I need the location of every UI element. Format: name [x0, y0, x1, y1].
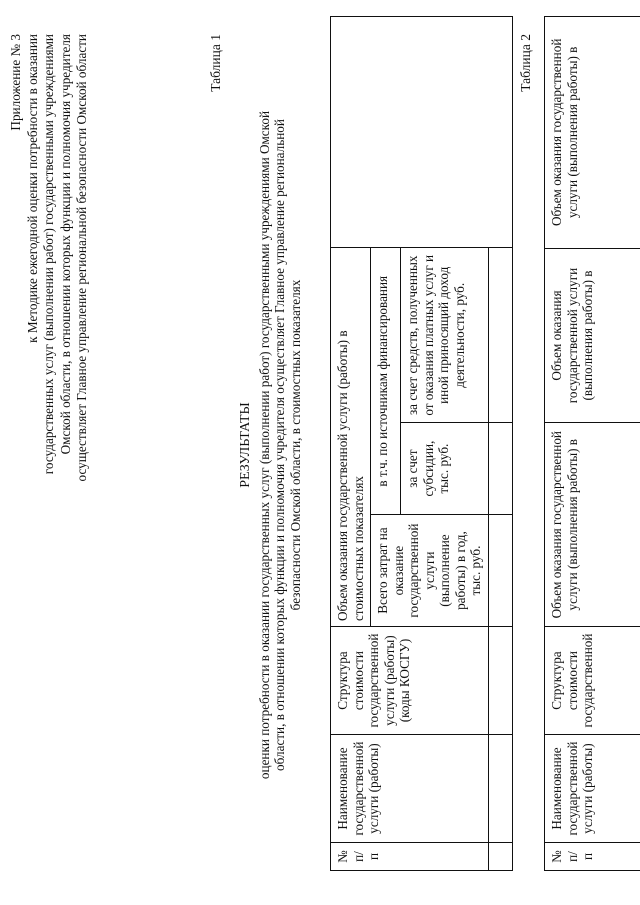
table-cell	[488, 248, 512, 423]
appendix-line: осуществляет Главное управление региональной безопасности Омской области	[74, 34, 89, 482]
col-header-funding-sources: в т.ч. по источникам финансирования	[371, 248, 401, 515]
appendix-note	[8, 34, 91, 594]
empty-cell	[331, 17, 513, 248]
col-header-volume-group: Объем оказания государственной услуги (работы) в стоимостных показателях	[331, 248, 371, 627]
col-header-total-costs: Всего затрат на оказание государственной услуги (выполнение работы) в год, тыс. руб.	[371, 515, 489, 627]
heading-line: области, в отношении которых функции и полномочия учредителя осуществляет Главное управление региональной	[272, 119, 287, 771]
heading-title: РЕЗУЛЬТАТЫ	[238, 402, 253, 488]
col-header-paid-services: за счет средств, полученных от оказания платных услуг и иной приносящий доход деятельности, руб.	[401, 248, 488, 423]
table-cell	[488, 627, 512, 735]
col-header-service-name: Наименование государственной услуги (работы)	[545, 735, 640, 843]
appendix-line: государственных услуг (выполнении работ) государственными учреждениями	[41, 34, 56, 475]
table-cell	[488, 735, 512, 843]
col-header-service-name: Наименование государственной услуги (работы)	[331, 735, 489, 843]
col-header-volume-2: Объем оказания государственной услуги (выполнения работы) в	[545, 248, 640, 423]
appendix-line: к Методике ежегодной оценки потребности в оказании	[24, 34, 40, 343]
appendix-line: Приложение № 3	[8, 34, 23, 131]
col-header-volume-1: Объем оказания государственной услуги (выполнения работы) в	[545, 423, 640, 627]
col-header-cost-structure: Структура стоимости государственной	[545, 627, 640, 735]
appendix-line: Омской области, в отношении которых функции и полномочия учредителя	[57, 34, 73, 455]
col-header-cost-structure: Структура стоимости государственной услуги (работы) (коды КОСГУ)	[331, 627, 489, 735]
table-1	[330, 16, 513, 871]
document-heading	[238, 95, 303, 795]
col-header-number: № п/п	[331, 843, 489, 871]
table-1-label: Таблица 1	[208, 34, 223, 92]
table-2	[544, 16, 640, 871]
table-cell	[488, 423, 512, 515]
table-2-label: Таблица 2	[518, 34, 533, 92]
table-cell	[488, 843, 512, 871]
table-cell	[488, 515, 512, 627]
col-header-number: № п/п	[545, 843, 640, 871]
heading-line: оценки потребности в оказании государственных услуг (выполнении работ) государственными учреждениями Омской	[256, 110, 272, 780]
col-header-volume-3: Объем оказания государственной услуги (выполнения работы) в	[545, 17, 640, 249]
heading-line: безопасности Омской области, в стоимостных показателях	[287, 279, 303, 611]
col-header-subsidy: за счет субсидии, тыс. руб.	[401, 423, 488, 515]
